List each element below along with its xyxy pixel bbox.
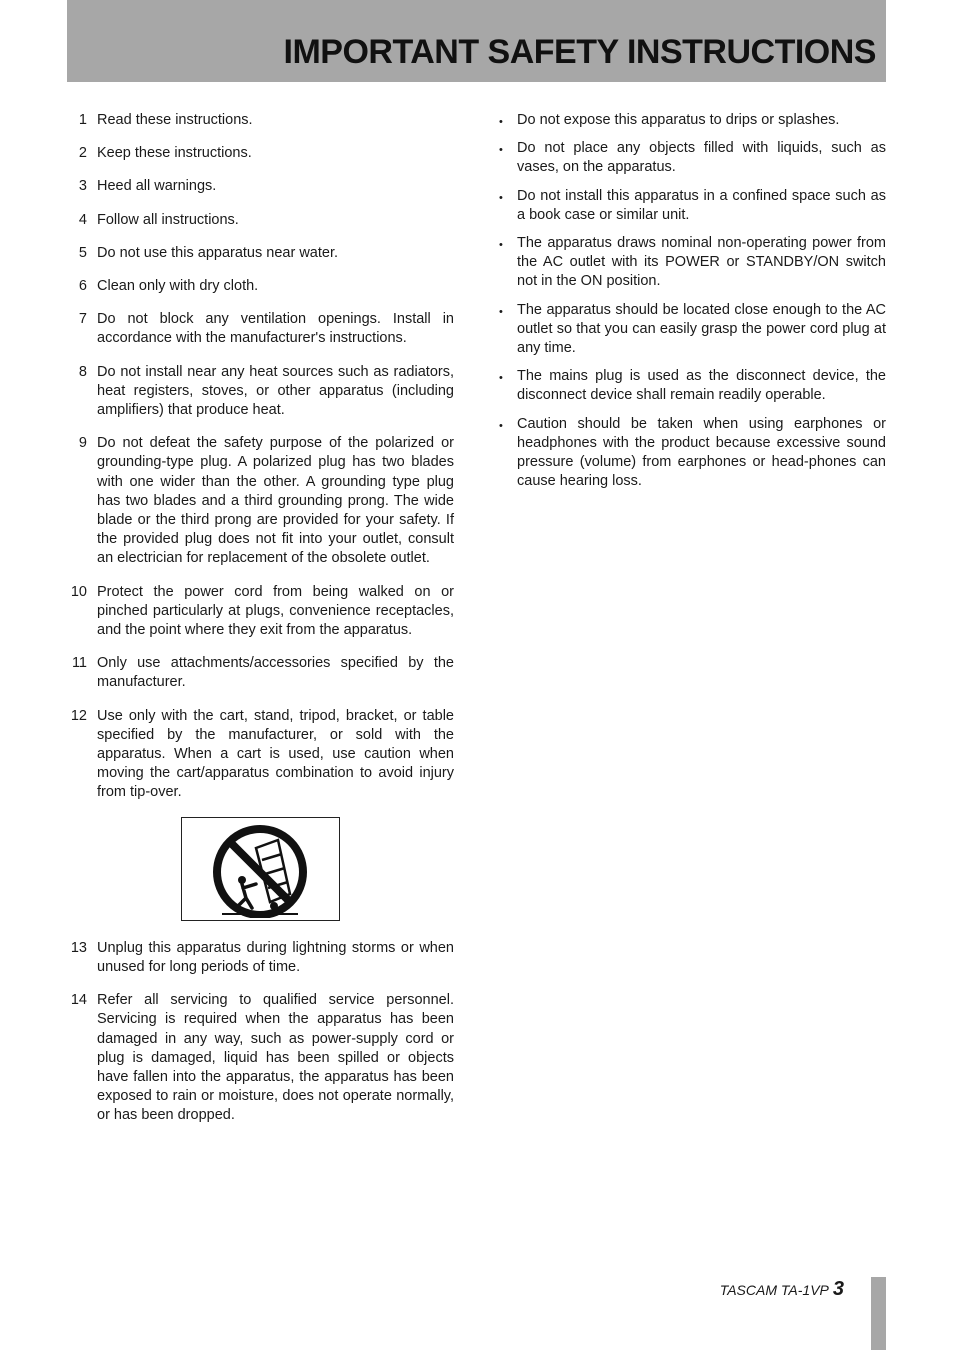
instruction-item	[67, 111, 454, 130]
instruction-item	[67, 583, 454, 641]
instruction-item	[67, 277, 454, 296]
instruction-item	[67, 310, 454, 348]
instruction-number: 8	[78, 363, 87, 380]
instruction-text: Do not defeat the safety purpose of the polarized or grounding-type plug. A polarized plug has two blades with one wider than the other. A grounding type plug has two blades and a third grounding prong. The wide blade or the third prong are provided for your safety. If the provided plug does not fit into your outlet, consult an electrician for replacement of the obsolete outlet.	[97, 435, 454, 567]
instruction-number: 10	[70, 583, 87, 600]
bullet-text: Caution should be taken when using earphones or headphones with the product because excessive sound pressure (volume) from earphones or head-phones can cause hearing loss.	[517, 415, 886, 490]
bullet-item	[497, 139, 886, 177]
bullet-icon: •	[499, 116, 503, 128]
instruction-item	[67, 144, 454, 163]
bullet-item	[497, 301, 886, 359]
bullet-text: Do not install this apparatus in a confined space such as a book case or similar unit.	[517, 187, 886, 223]
instruction-item	[67, 244, 454, 263]
instruction-number: 12	[70, 707, 87, 724]
bullet-text: The apparatus should be located close enough to the AC outlet so that you can easily grasp the power cord plug at any time.	[517, 301, 886, 357]
bullet-icon: •	[499, 419, 503, 432]
bullet-text: Do not expose this apparatus to drips or splashes.	[517, 112, 840, 128]
instruction-number: 14	[70, 992, 87, 1009]
instruction-number: 6	[78, 278, 87, 295]
instruction-number: 5	[78, 244, 87, 261]
instruction-text: Do not use this apparatus near water.	[97, 244, 339, 261]
instruction-number: 3	[78, 178, 87, 195]
instruction-item	[67, 363, 454, 421]
instruction-item	[67, 707, 454, 803]
instruction-text: Read these instructions.	[97, 112, 253, 128]
page-number: 3	[832, 1278, 844, 1300]
instruction-item	[67, 434, 454, 568]
instruction-text: Protect the power cord from being walked on or pinched particularly at plugs, convenience receptacles, and the point where they exit from the apparatus.	[97, 583, 454, 639]
numbered-instructions	[67, 111, 454, 1140]
instruction-number: 7	[78, 311, 87, 328]
instruction-item	[67, 177, 454, 196]
bullet-text: Do not place any objects filled with liquids, such as vases, on the apparatus.	[517, 140, 886, 176]
instruction-text: Refer all servicing to qualified service personnel. Servicing is required when the apparatus has been damaged in any way, such as power-supply cord or plug is damaged, liquid has been spilled or objects have fallen into the apparatus, the apparatus has been exposed to rain or moisture, does not operate normally, or has been dropped.	[97, 992, 454, 1124]
footer-model: TASCAM TA-1VP	[719, 1282, 829, 1298]
instruction-text: Do not block any ventilation openings. Install in accordance with the manufacturer's instructions.	[97, 311, 454, 347]
page-title: IMPORTANT SAFETY INSTRUCTIONS	[283, 33, 876, 71]
instruction-item	[67, 211, 454, 230]
bullet-item	[497, 367, 886, 405]
instruction-number: 9	[78, 435, 87, 452]
bullet-item	[497, 187, 886, 225]
footer-tab-bar	[871, 1277, 886, 1350]
instruction-text: Unplug this apparatus during lightning storms or when unused for long periods of time.	[97, 939, 454, 975]
bullet-text: The apparatus draws nominal non-operating power from the AC outlet with its POWER or STANDBY/ON switch not in the ON position.	[517, 235, 886, 290]
bullet-text: The mains plug is used as the disconnect device, the disconnect device shall remain readily operable.	[517, 368, 886, 404]
instruction-text: Follow all instructions.	[97, 211, 239, 228]
bullet-item	[497, 415, 886, 492]
instruction-text: Use only with the cart, stand, tripod, bracket, or table specified by the manufacturer, or sold with the apparatus. When a cart is used, use caution when moving the cart/apparatus combination to avoid injury from tip-over.	[97, 707, 454, 801]
bullet-icon: •	[499, 144, 503, 157]
bulleted-instructions	[497, 111, 886, 500]
bullet-item	[497, 234, 886, 292]
cart-warning-figure	[181, 817, 340, 921]
instruction-text: Only use attachments/accessories specified by the manufacturer.	[97, 655, 454, 691]
bullet-icon: •	[499, 191, 503, 204]
instruction-item	[67, 939, 454, 977]
instruction-number: 11	[71, 655, 87, 672]
instruction-item	[67, 654, 454, 692]
instruction-text: Clean only with dry cloth.	[97, 278, 259, 295]
instruction-item	[67, 991, 454, 1125]
instruction-number: 13	[70, 939, 87, 956]
instruction-text: Do not install near any heat sources such as radiators, heat registers, stoves, or other apparatus (including amplifiers) that produce heat.	[97, 363, 454, 419]
instruction-number: 1	[78, 112, 87, 128]
instruction-number: 4	[78, 211, 87, 228]
bullet-icon: •	[499, 305, 503, 318]
bullet-icon: •	[499, 372, 503, 385]
bullet-item	[497, 111, 886, 130]
title-banner	[67, 0, 886, 82]
instruction-text: Keep these instructions.	[97, 145, 252, 162]
instruction-text: Heed all warnings.	[97, 178, 217, 195]
cart-tip-over-warning-icon	[212, 822, 308, 918]
bullet-icon: •	[499, 239, 503, 252]
page-footer	[720, 1278, 844, 1301]
instruction-number: 2	[78, 145, 87, 162]
